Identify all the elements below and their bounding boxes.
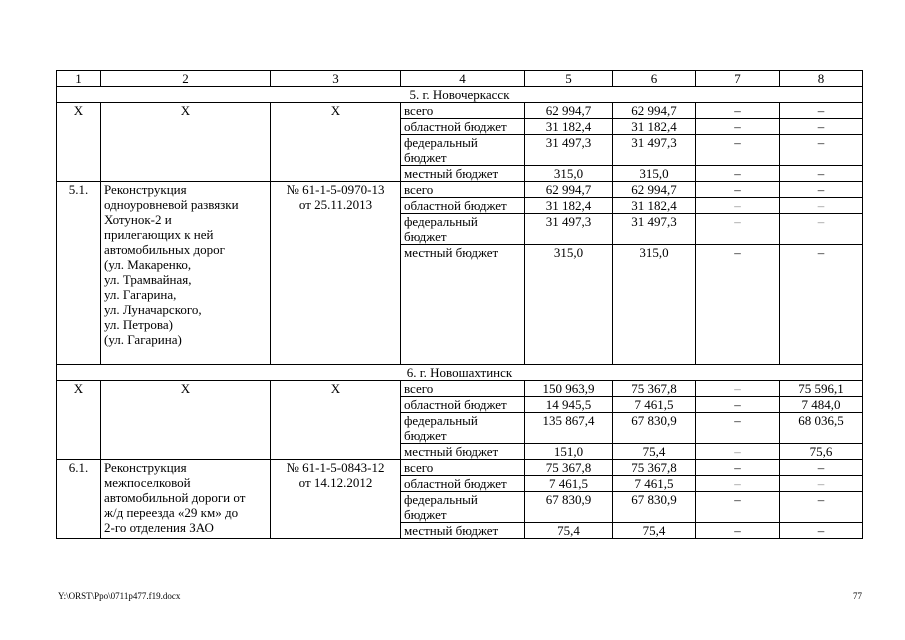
footer-file-path: Y:\ORST\Ppo\0711p477.f19.docx: [58, 591, 181, 601]
cell-col6: 75 367,8: [613, 381, 696, 397]
document-date: от 14.12.2012: [298, 475, 373, 490]
col-header-4: 4: [401, 71, 525, 87]
cell-col5: 62 994,7: [525, 182, 613, 198]
cell-col7: –: [696, 492, 780, 523]
document-number: № 61-1-5-0970-13: [286, 182, 385, 197]
item-name-line: 2-го отделения ЗАО: [104, 520, 214, 535]
cell-col5: 62 994,7: [525, 103, 613, 119]
item-name-line: Реконструкция: [104, 182, 187, 197]
cell-col5: 31 182,4: [525, 198, 613, 214]
cell-funding-source: федеральный бюджет: [401, 492, 525, 523]
cell-col6: 62 994,7: [613, 103, 696, 119]
cell-funding-source: областной бюджет: [401, 397, 525, 413]
cell-col7: –: [696, 214, 780, 245]
item-name-line: ул. Гагарина,: [104, 287, 177, 302]
cell-funding-source: местный бюджет: [401, 166, 525, 182]
item-name-line: ж/д переезда «29 км» до: [104, 505, 239, 520]
cell-col5: 315,0: [525, 166, 613, 182]
cell-number: Х: [57, 381, 101, 460]
section-title: 5. г. Новочеркасск: [57, 87, 863, 103]
cell-col6: 31 497,3: [613, 214, 696, 245]
cell-funding-source: всего: [401, 460, 525, 476]
cell-col7: –: [696, 413, 780, 444]
table-row: [57, 460, 863, 476]
col-header-5: 5: [525, 71, 613, 87]
cell-document: Х: [271, 103, 401, 182]
cell-col7: –: [696, 444, 780, 460]
table-row: [57, 103, 863, 119]
section-title-row: [57, 365, 863, 381]
cell-col8: –: [780, 103, 863, 119]
item-name: [101, 460, 271, 539]
col-header-7: 7: [696, 71, 780, 87]
cell-col7: –: [696, 381, 780, 397]
page-number: 77: [853, 591, 862, 601]
cell-col7: –: [696, 103, 780, 119]
cell-col6: 31 182,4: [613, 198, 696, 214]
cell-col6: 75,4: [613, 444, 696, 460]
cell-col6: 62 994,7: [613, 182, 696, 198]
item-name-line: (ул. Гагарина): [104, 332, 182, 347]
item-name-line: ул. Луначарского,: [104, 302, 202, 317]
col-header-6: 6: [613, 71, 696, 87]
cell-col5: 75 367,8: [525, 460, 613, 476]
col-header-3: 3: [271, 71, 401, 87]
cell-col7: –: [696, 476, 780, 492]
cell-col8: –: [780, 119, 863, 135]
item-name-line: автомобильных дорог: [104, 242, 225, 257]
cell-col8: 75,6: [780, 444, 863, 460]
cell-col5: 135 867,4: [525, 413, 613, 444]
document-date: от 25.11.2013: [298, 197, 373, 212]
cell-number: Х: [57, 103, 101, 182]
cell-col5: 14 945,5: [525, 397, 613, 413]
cell-col6: 67 830,9: [613, 413, 696, 444]
item-document: [271, 182, 401, 365]
document-number: № 61-1-5-0843-12: [286, 460, 385, 475]
cell-col8: –: [780, 245, 863, 365]
cell-col8: –: [780, 135, 863, 166]
col-header-8: 8: [780, 71, 863, 87]
cell-col7: –: [696, 523, 780, 539]
cell-col6: 315,0: [613, 245, 696, 365]
cell-col7: –: [696, 245, 780, 365]
item-name: [101, 182, 271, 365]
cell-funding-source: федеральный бюджет: [401, 135, 525, 166]
cell-col6: 7 461,5: [613, 476, 696, 492]
cell-funding-source: областной бюджет: [401, 198, 525, 214]
cell-col8: –: [780, 198, 863, 214]
cell-col7: –: [696, 460, 780, 476]
table-row: [57, 182, 863, 198]
column-number-row: [57, 71, 863, 87]
item-name-line: одноуровневой развязки: [104, 197, 239, 212]
cell-col6: 75,4: [613, 523, 696, 539]
col-header-2: 2: [101, 71, 271, 87]
cell-col6: 31 497,3: [613, 135, 696, 166]
cell-col8: –: [780, 214, 863, 245]
cell-col5: 150 963,9: [525, 381, 613, 397]
cell-col6: 315,0: [613, 166, 696, 182]
cell-col5: 31 497,3: [525, 214, 613, 245]
item-name-line: Реконструкция: [104, 460, 187, 475]
cell-document: Х: [271, 381, 401, 460]
cell-funding-source: федеральный бюджет: [401, 413, 525, 444]
item-name-line: прилегающих к ней: [104, 227, 214, 242]
cell-col8: 7 484,0: [780, 397, 863, 413]
col-header-1: 1: [57, 71, 101, 87]
cell-col8: –: [780, 523, 863, 539]
item-name-line: ул. Петрова): [104, 317, 173, 332]
cell-col5: 31 182,4: [525, 119, 613, 135]
item-name-line: межпоселковой: [104, 475, 191, 490]
cell-col6: 7 461,5: [613, 397, 696, 413]
section-title-row: [57, 87, 863, 103]
cell-col5: 31 497,3: [525, 135, 613, 166]
item-document: [271, 460, 401, 539]
cell-col5: 315,0: [525, 245, 613, 365]
cell-col8: 68 036,5: [780, 413, 863, 444]
cell-col8: 75 596,1: [780, 381, 863, 397]
cell-object-name: Х: [101, 103, 271, 182]
cell-funding-source: всего: [401, 381, 525, 397]
cell-col8: –: [780, 182, 863, 198]
cell-funding-source: областной бюджет: [401, 476, 525, 492]
cell-col7: –: [696, 119, 780, 135]
cell-col5: 151,0: [525, 444, 613, 460]
cell-col8: –: [780, 460, 863, 476]
item-name-line: Хотунок-2 и: [104, 212, 172, 227]
cell-funding-source: областной бюджет: [401, 119, 525, 135]
cell-col8: –: [780, 166, 863, 182]
item-name-line: ул. Трамвайная,: [104, 272, 192, 287]
cell-col5: 75,4: [525, 523, 613, 539]
cell-funding-source: местный бюджет: [401, 245, 525, 365]
cell-funding-source: всего: [401, 103, 525, 119]
item-number: 6.1.: [57, 460, 101, 539]
cell-col7: –: [696, 166, 780, 182]
cell-col7: –: [696, 198, 780, 214]
cell-col8: –: [780, 492, 863, 523]
cell-col6: 75 367,8: [613, 460, 696, 476]
cell-funding-source: всего: [401, 182, 525, 198]
section-title: 6. г. Новошахтинск: [57, 365, 863, 381]
cell-funding-source: местный бюджет: [401, 523, 525, 539]
cell-col7: –: [696, 182, 780, 198]
cell-col6: 67 830,9: [613, 492, 696, 523]
table-row: [57, 381, 863, 397]
cell-funding-source: местный бюджет: [401, 444, 525, 460]
item-number: 5.1.: [57, 182, 101, 365]
cell-col7: –: [696, 135, 780, 166]
cell-col5: 7 461,5: [525, 476, 613, 492]
cell-col8: –: [780, 476, 863, 492]
cell-col6: 31 182,4: [613, 119, 696, 135]
cell-object-name: Х: [101, 381, 271, 460]
cell-funding-source: федеральный бюджет: [401, 214, 525, 245]
program-table: [56, 70, 863, 539]
item-name-line: автомобильной дороги от: [104, 490, 246, 505]
cell-col5: 67 830,9: [525, 492, 613, 523]
cell-col7: –: [696, 397, 780, 413]
item-name-line: (ул. Макаренко,: [104, 257, 192, 272]
